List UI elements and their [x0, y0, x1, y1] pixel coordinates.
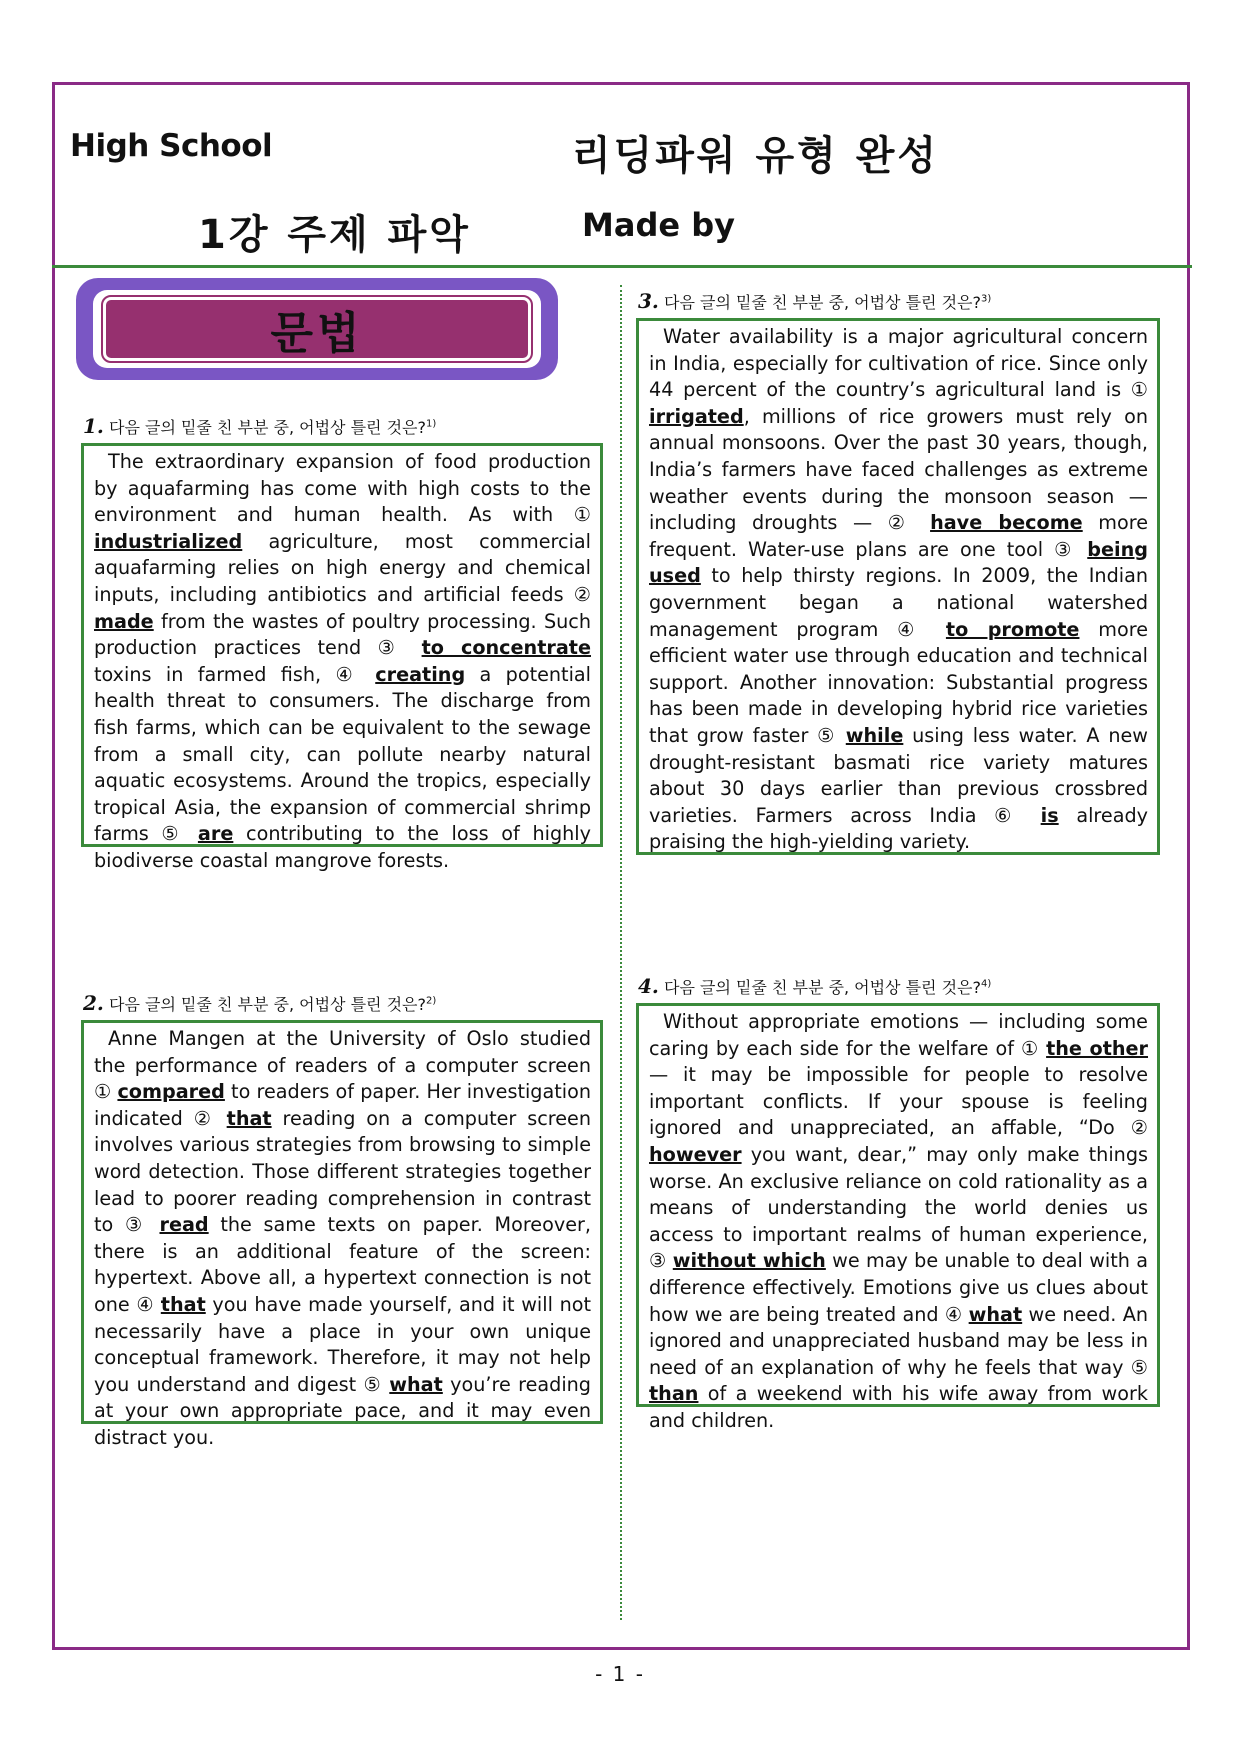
question-number: 1.: [83, 414, 104, 438]
header-divider: [52, 265, 1192, 268]
underlined-choice: than: [649, 1382, 699, 1406]
question-2-passage: [81, 1020, 603, 1449]
underlined-choice: compared: [117, 1080, 225, 1104]
question-4-passage: [636, 1003, 1160, 1432]
underlined-choice: to concentrate: [421, 636, 591, 660]
footnote-ref: 1): [426, 418, 437, 430]
underlined-choice: made: [94, 609, 154, 633]
underlined-choice: creating: [375, 662, 466, 686]
underlined-choice: while: [845, 723, 904, 747]
passage-text: Water availability is a major agricultural concern in India, especially for cultivation of rice. Since only 44 percent of the country’s agricultural land is ① irrigated, millions of rice growers must rely on annual monsoons. Over the past 30 years, though, India’s farmers have faced challenges as extreme weather events during the monsoon season — including droughts — ② have become more frequent. Water-use plans are one tool ③ being used to help thirsty regions. In 2009, the Indian government began a national watershed management program ④ to promote more efficient water use through education and technical support. Another innovation: Substantial progress has been made in developing hybrid rice varieties that grow faster ⑤ while using less water. A new drought-resistant basmati rice variety matures about 30 days earlier than previous crossbred varieties. Farmers across India ⑥ is already praising the high-yielding variety.: [649, 325, 1149, 854]
lesson-title: 1강 주제 파악: [198, 212, 471, 258]
question-prompt: 다음 글의 밑줄 친 부분 중, 어법상 틀린 것은?: [108, 995, 427, 1014]
underlined-choice: however: [649, 1142, 742, 1166]
question-1-passage: [81, 443, 603, 872]
underlined-choice: is: [1040, 803, 1059, 827]
question-3-passage: [636, 318, 1160, 855]
footnote-ref: 4): [981, 978, 992, 990]
underlined-choice: industrialized: [94, 529, 243, 553]
underlined-choice: without which: [672, 1249, 826, 1273]
underlined-choice: that: [226, 1106, 272, 1130]
question-prompt: 다음 글의 밑줄 친 부분 중, 어법상 틀린 것은?: [663, 978, 982, 997]
question-prompt: 다음 글의 밑줄 친 부분 중, 어법상 틀린 것은?: [108, 418, 427, 437]
underlined-choice: are: [197, 822, 234, 846]
school-label: High School: [70, 128, 273, 164]
underlined-choice: irrigated: [649, 404, 744, 428]
question-prompt: 다음 글의 밑줄 친 부분 중, 어법상 틀린 것은?: [663, 293, 982, 312]
underlined-choice: what: [389, 1372, 443, 1396]
footnote-ref: 3): [981, 293, 992, 305]
question-4-title: [638, 974, 991, 998]
question-number: 2.: [83, 991, 104, 1015]
underlined-choice: what: [968, 1302, 1023, 1326]
passage-text: Without appropriate emotions — including some caring by each side for the welfare of ① the other — it may be impossible for people to resolve important conflicts. If your spouse is feeling ignored and unappreciated, an affable, “Do ② however you want, dear,” may only make things worse. An exclusive reliance on cold rationality as a means of understanding the world denies us access to important realms of human experience, ③ without which we may be unable to deal with a difference effectively. Emotions give us clues about how we are being treated and ④ what we need. An ignored and unappreciated husband may be less in need of an explanation of why he feels that way ⑤ than of a weekend with his wife away from work and children.: [649, 1010, 1149, 1432]
underlined-choice: the other: [1046, 1036, 1149, 1060]
page-number: - 1 -: [595, 1662, 645, 1686]
question-1-title: [83, 414, 436, 438]
question-number: 3.: [638, 289, 659, 313]
underlined-choice: being used: [649, 537, 1148, 588]
made-by-label: Made by: [582, 206, 735, 244]
underlined-choice: read: [159, 1213, 209, 1237]
question-2-title: [83, 991, 436, 1015]
question-3-title: [638, 289, 991, 313]
column-divider: [620, 285, 622, 1620]
underlined-choice: have become: [930, 511, 1083, 535]
underlined-choice: that: [160, 1292, 206, 1316]
question-number: 4.: [638, 974, 659, 998]
underlined-choice: to promote: [945, 617, 1080, 641]
book-title: 리딩파워 유형 완성: [572, 133, 939, 179]
section-badge: [76, 278, 558, 380]
passage-text: The extraordinary expansion of food production by aquafarming has come with high costs to the environment and human health. As with ① industrialized agriculture, most commercial aquafarming relies on high energy and chemical inputs, including antibiotics and artificial feeds ② made from the wastes of poultry processing. Such production practices tend ③ to concentrate toxins in farmed fish, ④ creating a potential health threat to consumers. The discharge from fish farms, which can be equivalent to the sewage from a small city, can pollute nearby natural aquatic ecosystems. Around the tropics, especially tropical Asia, the expansion of commercial shrimp farms ⑤ are contributing to the loss of highly biodiverse coastal mangrove forests.: [94, 450, 591, 872]
passage-text: Anne Mangen at the University of Oslo studied the performance of readers of a computer screen ① compared to readers of paper. Her investigation indicated ② that reading on a computer screen involves various strategies from browsing to simple word detection. Those different strategies together lead to poorer reading comprehension in contrast to ③ read the same texts on paper. Moreover, there is an additional feature of the screen: hypertext. Above all, a hypertext connection is not one ④ that you have made yourself, and it will not necessarily have a place in your own unique conceptual framework. Therefore, it may not help you understand and digest ⑤ what you’re reading at your own appropriate pace, and it may even distract you.: [94, 1027, 592, 1449]
section-badge-label: 문법: [270, 308, 364, 359]
footnote-ref: 2): [426, 995, 437, 1007]
